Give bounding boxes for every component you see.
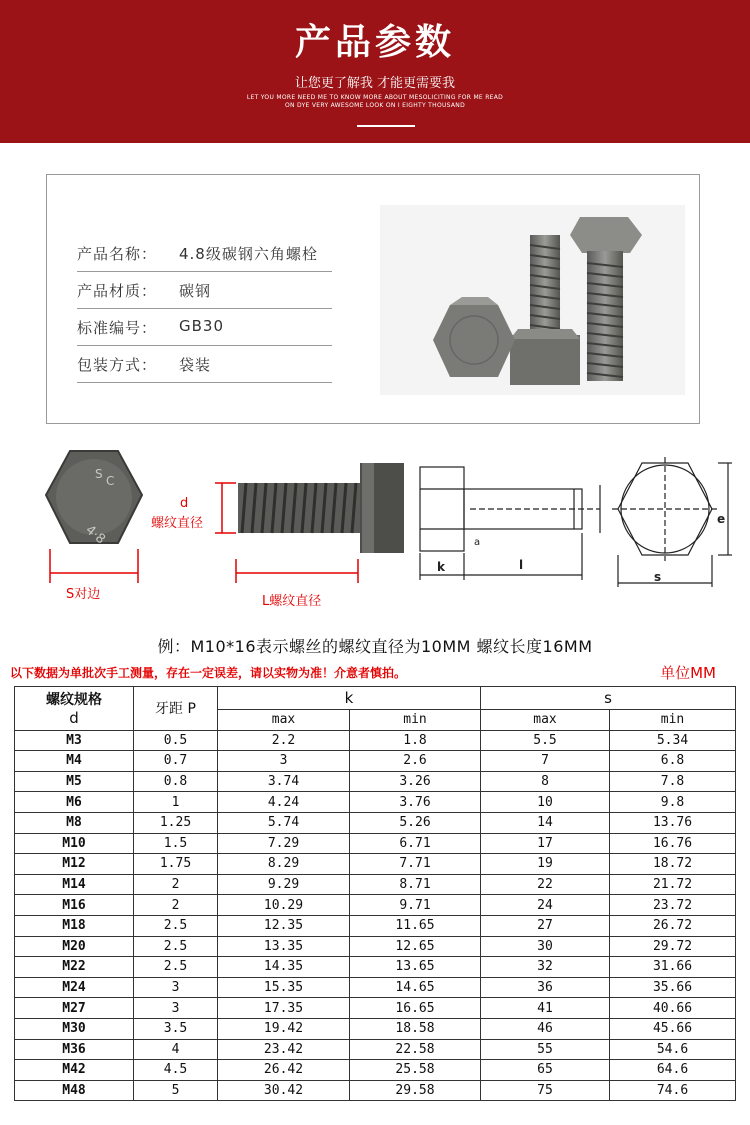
cell-s-min: 9.8 [610, 792, 736, 813]
banner-english-line-2: ON DYE VERY AWESOME LOOK ON I EIGHTY THOUSAND [284, 102, 466, 109]
k-dimension-label: k [437, 560, 445, 574]
subheader-s-min: min [610, 710, 736, 731]
cell-s-max: 14 [481, 812, 610, 833]
cell-k-min: 7.71 [350, 854, 481, 875]
bolt-head-shape [570, 217, 642, 253]
cell-k-min: 2.6 [350, 751, 481, 772]
cell-thread-size: M18 [15, 915, 134, 936]
header-banner [0, 0, 750, 143]
cell-k-min: 6.71 [350, 833, 481, 854]
cell-s-min: 23.72 [610, 895, 736, 916]
table-row [15, 895, 736, 916]
cell-thread-size: M4 [15, 751, 134, 772]
cell-s-min: 7.8 [610, 771, 736, 792]
d-label: d [180, 496, 189, 511]
cell-thread-size: M5 [15, 771, 134, 792]
cell-pitch: 3 [134, 998, 218, 1019]
table-row [15, 751, 736, 772]
banner-english-line-1: LET YOU MORE NEED ME TO KNOW MORE ABOUT MESOLICITING FOR ME READ [246, 94, 504, 101]
cell-thread-size: M48 [15, 1080, 134, 1101]
cell-s-max: 27 [481, 915, 610, 936]
cell-k-max: 12.35 [218, 915, 350, 936]
table-row [15, 998, 736, 1019]
dimension-diagram [0, 445, 750, 615]
cell-s-max: 17 [481, 833, 610, 854]
cell-k-max: 4.24 [218, 792, 350, 813]
info-row-material [77, 272, 332, 309]
cell-pitch: 3.5 [134, 1018, 218, 1039]
cell-s-max: 30 [481, 936, 610, 957]
cell-s-max: 5.5 [481, 730, 610, 751]
cell-k-min: 3.26 [350, 771, 481, 792]
cell-s-min: 5.34 [610, 730, 736, 751]
a-dimension-label: a [474, 537, 481, 548]
cell-s-max: 24 [481, 895, 610, 916]
cell-k-max: 8.29 [218, 854, 350, 875]
cell-k-max: 5.74 [218, 812, 350, 833]
cell-k-min: 1.8 [350, 730, 481, 751]
technical-end-drawing [612, 457, 732, 587]
cell-s-max: 46 [481, 1018, 610, 1039]
info-row-name [77, 235, 332, 272]
table-row [15, 1018, 736, 1039]
cell-k-min: 16.65 [350, 998, 481, 1019]
cell-pitch: 2.5 [134, 915, 218, 936]
bolt-head-shape [510, 335, 580, 385]
info-value: 4.8级碳钢六角螺栓 [179, 245, 318, 263]
cell-k-min: 22.58 [350, 1039, 481, 1060]
cell-thread-size: M16 [15, 895, 134, 916]
cell-k-max: 14.35 [218, 957, 350, 978]
cell-thread-size: M3 [15, 730, 134, 751]
table-row [15, 771, 736, 792]
s-across-flats-label: S对边 [66, 587, 101, 602]
cell-s-min: 6.8 [610, 751, 736, 772]
cell-s-min: 16.76 [610, 833, 736, 854]
technical-side-drawing [420, 467, 600, 580]
bolt-side-view [238, 463, 404, 553]
cell-k-max: 2.2 [218, 730, 350, 751]
cell-pitch: 2 [134, 895, 218, 916]
svg-text:C: C [106, 474, 115, 488]
cell-k-max: 9.29 [218, 874, 350, 895]
cell-k-max: 13.35 [218, 936, 350, 957]
hex-head-end-view [46, 451, 142, 547]
cell-pitch: 5 [134, 1080, 218, 1101]
info-value: GB30 [179, 317, 225, 335]
page-title: 产品参数 [294, 22, 455, 63]
table-row [15, 730, 736, 751]
subheader-k-min: min [350, 710, 481, 731]
cell-thread-size: M27 [15, 998, 134, 1019]
cell-thread-size: M22 [15, 957, 134, 978]
cell-s-min: 40.66 [610, 998, 736, 1019]
l-length-label: L螺纹直径 [262, 594, 322, 609]
table-body [15, 730, 736, 1101]
cell-k-max: 17.35 [218, 998, 350, 1019]
table-row [15, 915, 736, 936]
table-row [15, 977, 736, 998]
table-row [15, 854, 736, 875]
table-row [15, 874, 736, 895]
header-thread-spec [15, 687, 134, 731]
table-row [15, 936, 736, 957]
info-label: 产品名称： [77, 245, 158, 263]
subheader-k-max: max [218, 710, 350, 731]
cell-pitch: 2 [134, 874, 218, 895]
cell-k-max: 3.74 [218, 771, 350, 792]
cell-s-min: 74.6 [610, 1080, 736, 1101]
cell-pitch: 1.75 [134, 854, 218, 875]
cell-k-min: 9.71 [350, 895, 481, 916]
cell-s-min: 29.72 [610, 936, 736, 957]
cell-thread-size: M6 [15, 792, 134, 813]
cell-k-min: 25.58 [350, 1060, 481, 1081]
info-row-standard [77, 309, 332, 346]
svg-text:S: S [95, 467, 103, 481]
cell-thread-size: M10 [15, 833, 134, 854]
cell-s-min: 26.72 [610, 915, 736, 936]
cell-pitch: 2.5 [134, 957, 218, 978]
cell-s-min: 45.66 [610, 1018, 736, 1039]
cell-s-min: 21.72 [610, 874, 736, 895]
cell-k-min: 5.26 [350, 812, 481, 833]
cell-pitch: 0.7 [134, 751, 218, 772]
cell-thread-size: M14 [15, 874, 134, 895]
product-photo [380, 205, 685, 395]
head-mark-text: 4·8 [82, 522, 108, 548]
cell-s-max: 75 [481, 1080, 610, 1101]
cell-k-max: 7.29 [218, 833, 350, 854]
specification-table [14, 686, 736, 1101]
cell-k-max: 30.42 [218, 1080, 350, 1101]
cell-s-min: 31.66 [610, 957, 736, 978]
cell-k-max: 26.42 [218, 1060, 350, 1081]
cell-s-min: 64.6 [610, 1060, 736, 1081]
cell-s-max: 10 [481, 792, 610, 813]
e-dimension-label: e [717, 512, 726, 526]
cell-thread-size: M30 [15, 1018, 134, 1039]
cell-thread-size: M42 [15, 1060, 134, 1081]
table-row [15, 833, 736, 854]
l-dimension-label: l [519, 558, 524, 572]
info-row-packaging [77, 346, 332, 383]
notice-text: 以下数据为单批次手工测量，存在一定误差，请以实物为准！介意者慎拍。 [10, 666, 407, 680]
cell-pitch: 1.25 [134, 812, 218, 833]
cell-s-max: 7 [481, 751, 610, 772]
cell-k-max: 15.35 [218, 977, 350, 998]
cell-s-min: 35.66 [610, 977, 736, 998]
header-thread-spec-symbol: d [69, 709, 79, 728]
cell-k-min: 18.58 [350, 1018, 481, 1039]
cell-pitch: 0.5 [134, 730, 218, 751]
cell-s-max: 65 [481, 1060, 610, 1081]
cell-s-min: 13.76 [610, 812, 736, 833]
cell-k-max: 23.42 [218, 1039, 350, 1060]
cell-s-max: 8 [481, 771, 610, 792]
cell-thread-size: M36 [15, 1039, 134, 1060]
cell-thread-size: M12 [15, 854, 134, 875]
cell-pitch: 4 [134, 1039, 218, 1060]
cell-pitch: 4.5 [134, 1060, 218, 1081]
info-label: 产品材质： [77, 282, 158, 300]
table-row [15, 792, 736, 813]
header-pitch: 牙距 P [134, 687, 218, 731]
cell-k-min: 12.65 [350, 936, 481, 957]
cell-k-max: 10.29 [218, 895, 350, 916]
cell-k-min: 14.65 [350, 977, 481, 998]
table-row [15, 1039, 736, 1060]
d-caption: 螺纹直径 [151, 516, 204, 531]
cell-k-min: 11.65 [350, 915, 481, 936]
header-k: k [218, 687, 481, 710]
cell-s-max: 41 [481, 998, 610, 1019]
info-value: 碳钢 [179, 282, 212, 300]
cell-k-max: 19.42 [218, 1018, 350, 1039]
cell-thread-size: M8 [15, 812, 134, 833]
unit-label: 单位MM [660, 664, 716, 682]
cell-s-min: 54.6 [610, 1039, 736, 1060]
cell-pitch: 0.8 [134, 771, 218, 792]
cell-s-max: 19 [481, 854, 610, 875]
info-label: 标准编号： [77, 319, 158, 337]
info-value: 袋装 [179, 356, 212, 374]
subheader-s-max: max [481, 710, 610, 731]
table-row [15, 1060, 736, 1081]
cell-s-max: 55 [481, 1039, 610, 1060]
cell-k-min: 8.71 [350, 874, 481, 895]
cell-pitch: 2.5 [134, 936, 218, 957]
cell-s-max: 22 [481, 874, 610, 895]
cell-thread-size: M24 [15, 977, 134, 998]
banner-english-text [0, 94, 750, 110]
cell-pitch: 3 [134, 977, 218, 998]
table-row [15, 812, 736, 833]
cell-k-min: 3.76 [350, 792, 481, 813]
cell-k-min: 29.58 [350, 1080, 481, 1101]
table-row [15, 957, 736, 978]
header-thread-spec-label: 螺纹规格 [46, 692, 102, 709]
cell-pitch: 1 [134, 792, 218, 813]
table-header-row [15, 687, 736, 710]
header-s: s [481, 687, 736, 710]
cell-thread-size: M20 [15, 936, 134, 957]
s-dimension-label: s [654, 570, 662, 584]
cell-s-max: 32 [481, 957, 610, 978]
cell-pitch: 1.5 [134, 833, 218, 854]
info-label: 包装方式： [77, 356, 158, 374]
product-info-card [46, 174, 700, 424]
cell-k-max: 3 [218, 751, 350, 772]
table-row [15, 1080, 736, 1101]
banner-subtitle: 让您更了解我 才能更需要我 [294, 76, 456, 91]
example-text: 例：M10*16表示螺丝的螺纹直径为10MM 螺纹长度16MM [157, 637, 593, 656]
banner-divider [357, 125, 415, 127]
cell-s-min: 18.72 [610, 854, 736, 875]
cell-k-min: 13.65 [350, 957, 481, 978]
cell-s-max: 36 [481, 977, 610, 998]
